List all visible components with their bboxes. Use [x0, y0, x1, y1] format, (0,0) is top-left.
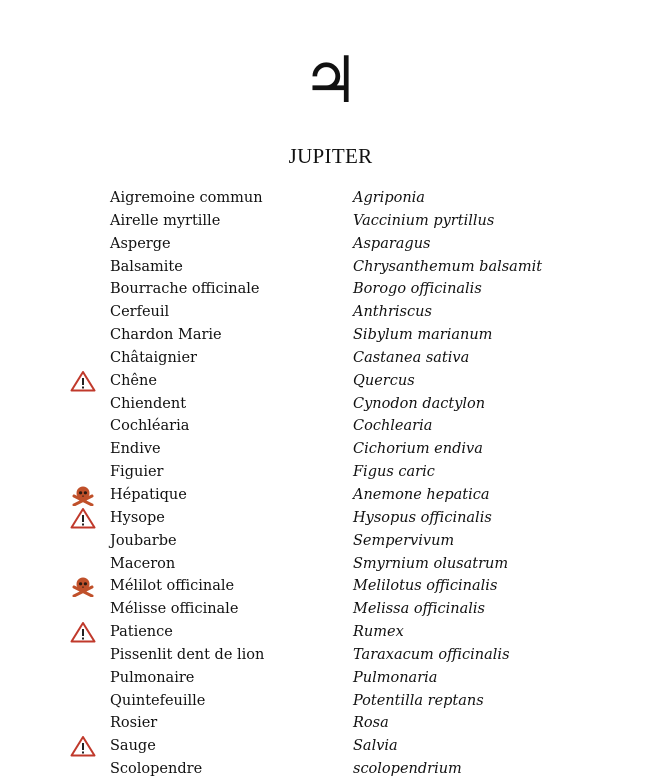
list-item [0, 300, 661, 323]
plant-latin-name: Chrysanthemum balsamit [353, 258, 543, 275]
plant-common-name: Mélilot officinale [110, 578, 235, 595]
plant-latin-name: Asparagus [353, 235, 431, 252]
plant-common-name: Hysope [110, 509, 165, 526]
plant-common-name: Asperge [110, 235, 171, 252]
list-item [0, 460, 661, 483]
list-item [0, 414, 661, 437]
list-item [0, 711, 661, 734]
warning-triangle-icon [70, 621, 96, 643]
plant-common-name: Cochléaria [110, 418, 190, 435]
list-item [0, 277, 661, 300]
plant-common-name: Quintefeuille [110, 692, 206, 709]
plant-common-name: Airelle myrtille [110, 212, 221, 229]
plant-common-name: Rosier [110, 715, 158, 732]
plant-common-name: Figuier [110, 464, 164, 481]
plant-latin-name: Agriponia [353, 190, 425, 206]
list-item [0, 232, 661, 255]
plant-latin-name: Potentilla reptans [353, 692, 484, 709]
list-item [0, 643, 661, 666]
plant-latin-name: Salvia [353, 738, 398, 755]
skull-crossbones-icon [70, 575, 96, 597]
plant-latin-name: Cochlearia [353, 418, 433, 435]
list-item [0, 666, 661, 689]
plant-latin-name: Vaccinium pyrtillus [353, 212, 495, 229]
list-item [0, 574, 661, 597]
warning-triangle-icon [70, 735, 96, 757]
warning-triangle-icon [70, 507, 96, 529]
list-item [0, 734, 661, 757]
plant-latin-name: Smyrnium olusatrum [353, 555, 509, 572]
plant-latin-name: Borogo officinalis [353, 281, 482, 298]
plant-common-name: Chiendent [110, 395, 187, 412]
plant-common-name: Sauge [110, 738, 156, 755]
plant-latin-name: Sempervivum [353, 532, 455, 549]
plant-list [0, 186, 661, 780]
list-item [0, 597, 661, 620]
plant-latin-name: Pulmonaria [353, 669, 438, 686]
plant-latin-name: Castanea sativa [353, 349, 470, 366]
warning-triangle-icon [70, 370, 96, 392]
plant-common-name: Châtaignier [110, 349, 197, 366]
plant-latin-name: Hysopus officinalis [353, 509, 492, 526]
list-item [0, 552, 661, 575]
plant-latin-name: Taraxacum officinalis [353, 646, 510, 663]
plant-common-name: Hépatique [110, 486, 187, 503]
plant-common-name: Scolopendre [110, 761, 203, 778]
plant-latin-name: Rosa [353, 715, 389, 732]
page-title: JUPITER [288, 144, 373, 168]
plant-latin-name: Anemone hepatica [353, 486, 490, 503]
list-item [0, 186, 661, 209]
plant-latin-name: Melilotus officinalis [353, 578, 498, 595]
jupiter-symbol-icon: ♃ [301, 44, 360, 118]
plant-common-name: Joubarbe [110, 532, 177, 549]
list-item [0, 255, 661, 278]
list-item [0, 689, 661, 712]
list-item [0, 620, 661, 643]
plant-common-name: Patience [110, 624, 173, 641]
plant-latin-name: Melissa officinalis [353, 601, 485, 618]
list-item [0, 392, 661, 415]
list-item [0, 437, 661, 460]
plant-latin-name: scolopendrium [353, 761, 462, 778]
list-item [0, 369, 661, 392]
plant-common-name: Pissenlit dent de lion [110, 646, 265, 663]
list-item [0, 323, 661, 346]
plant-common-name: Cerfeuil [110, 304, 170, 321]
plant-latin-name: Sibylum marianum [353, 327, 493, 344]
list-item [0, 529, 661, 552]
plant-common-name: Chardon Marie [110, 327, 222, 344]
list-item [0, 483, 661, 506]
plant-latin-name: Anthriscus [353, 304, 432, 321]
plant-common-name: Aigremoine commun [110, 190, 263, 206]
list-item [0, 506, 661, 529]
list-item [0, 209, 661, 232]
plant-latin-name: Cynodon dactylon [353, 395, 486, 412]
plant-latin-name: Quercus [353, 372, 415, 389]
plant-latin-name: Rumex [353, 624, 404, 641]
plant-common-name: Pulmonaire [110, 669, 195, 686]
plant-common-name: Balsamite [110, 258, 183, 275]
plant-common-name: Chêne [110, 372, 157, 389]
skull-crossbones-icon [70, 484, 96, 506]
plant-latin-name: Cichorium endiva [353, 441, 483, 458]
plant-common-name: Bourrache officinale [110, 281, 260, 298]
list-item [0, 346, 661, 369]
plant-latin-name: Figus caric [353, 464, 435, 481]
plant-common-name: Maceron [110, 555, 176, 572]
list-item [0, 757, 661, 780]
plant-common-name: Mélisse officinale [110, 601, 239, 618]
plant-common-name: Endive [110, 441, 161, 458]
